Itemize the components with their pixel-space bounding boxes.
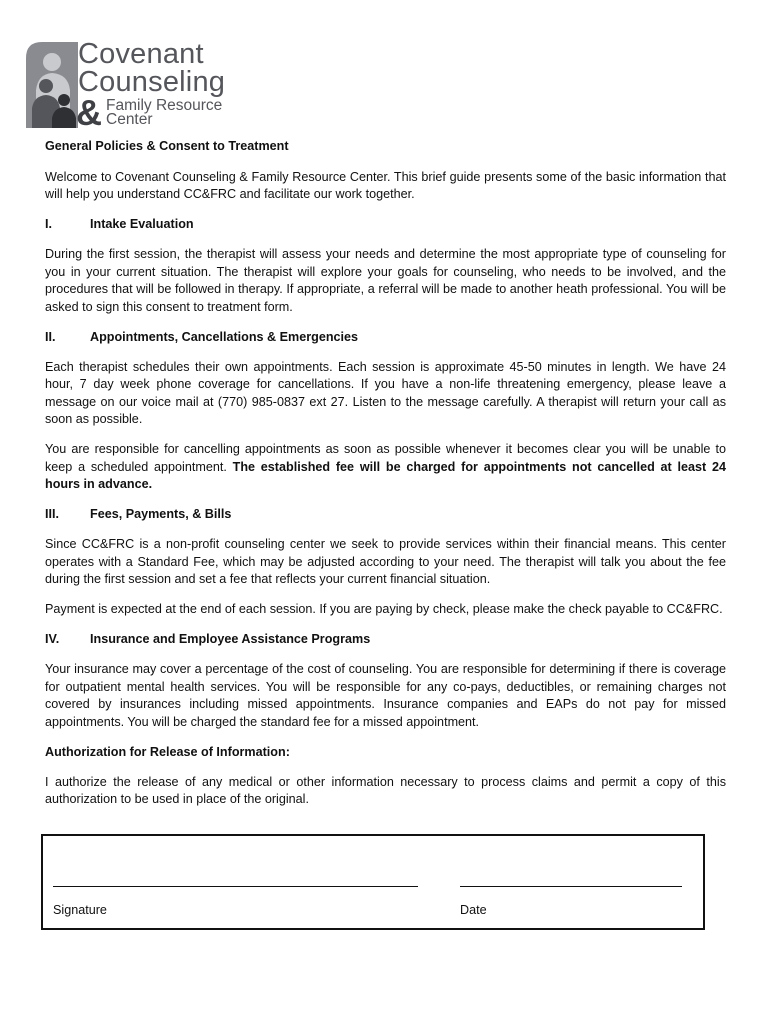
signature-label: Signature xyxy=(53,903,107,917)
authorization-heading: Authorization for Release of Information: xyxy=(45,744,290,759)
section-heading-insurance xyxy=(45,631,726,649)
section-title: Insurance and Employee Assistance Programs xyxy=(90,632,371,646)
appointments-paragraph: Each therapist schedules their own appointments. Each session is approximate 45-50 minutes in length. We have 24 hour, 7 day week phone coverage for cancellations. If you have a non-life threatening emergency, please leave a message on our voice mail at (770) 985-0837 ext 27. Listen to the message carefully. A therapist will return your call as soon as possible. xyxy=(45,359,726,426)
family-silhouette-icon xyxy=(26,40,78,128)
signature-box xyxy=(41,834,705,930)
intake-paragraph: During the first session, the therapist will assess your needs and determine the most appropriate type of counseling for you in your current situation. The therapist will explore your goals for counseling, who needs to be involved, and the procedures that will be followed in therapy. If appropriate, a referral will be made to another heath professional. You will be asked to sign this consent to treatment form. xyxy=(45,247,726,314)
logo-ampersand: & xyxy=(76,92,102,133)
document-title: General Policies & Consent to Treatment xyxy=(45,139,289,153)
section-number: IV. xyxy=(45,632,60,646)
payment-paragraph: Payment is expected at the end of each session. If you are paying by check, please make the check payable to CC&FRC. xyxy=(45,602,723,616)
date-line[interactable] xyxy=(460,886,682,887)
cancellation-text: You are responsible for cancelling appointments as soon as possible whenever it becomes clear you will be unable to keep a scheduled appointment. xyxy=(45,442,726,474)
authorization-paragraph: I authorize the release of any medical or other information necessary to process claims and permit a copy of this authorization to be used in place of the original. xyxy=(45,774,726,806)
section-title: Fees, Payments, & Bills xyxy=(90,507,232,521)
fees-paragraph: Since CC&FRC is a non-profit counseling center we seek to provide services within their financial means. This center operates with a Standard Fee, which may be adjusted according to your need. The therapist will talk you about the fee during the first session and set a fee that reflects your current financial situation. xyxy=(45,537,726,586)
section-title: Intake Evaluation xyxy=(90,217,194,231)
cancellation-fee-notice: The established fee will be charged for appointments not cancelled at least 24 hours in advance. xyxy=(45,459,727,491)
intro-paragraph: Welcome to Covenant Counseling & Family Resource Center. This brief guide presents some of the basic information that will help you understand CC&FRC and facilitate our work together. xyxy=(45,169,726,201)
section-number: III. xyxy=(45,507,59,521)
section-title: Appointments, Cancellations & Emergencies xyxy=(90,329,359,344)
signature-line[interactable] xyxy=(53,886,418,887)
logo-text-counseling: Counseling xyxy=(78,66,226,98)
logo xyxy=(26,38,236,133)
date-label: Date xyxy=(460,903,487,917)
logo-text-center: Center xyxy=(106,111,153,128)
logo-text-family-resource: Family Resource xyxy=(106,97,223,114)
section-heading-intake xyxy=(45,216,726,234)
logo-text-covenant: Covenant xyxy=(78,38,204,70)
section-number: II. xyxy=(45,329,56,344)
cancellation-paragraph xyxy=(45,441,726,494)
insurance-paragraph: Your insurance may cover a percentage of the cost of counseling. You are responsible for determining if there is coverage for outpatient mental health services. You will be responsible for any co-pays, deductibles, or remaining charges not covered by insurances including missed appointments. Insurance companies and EAPs do not pay for missed appointments. You will be charged the standard fee for a missed appointment. xyxy=(45,662,726,729)
section-heading-appointments xyxy=(45,329,726,347)
document-body xyxy=(45,138,726,821)
section-heading-fees xyxy=(45,506,726,524)
section-number: I. xyxy=(45,217,52,231)
